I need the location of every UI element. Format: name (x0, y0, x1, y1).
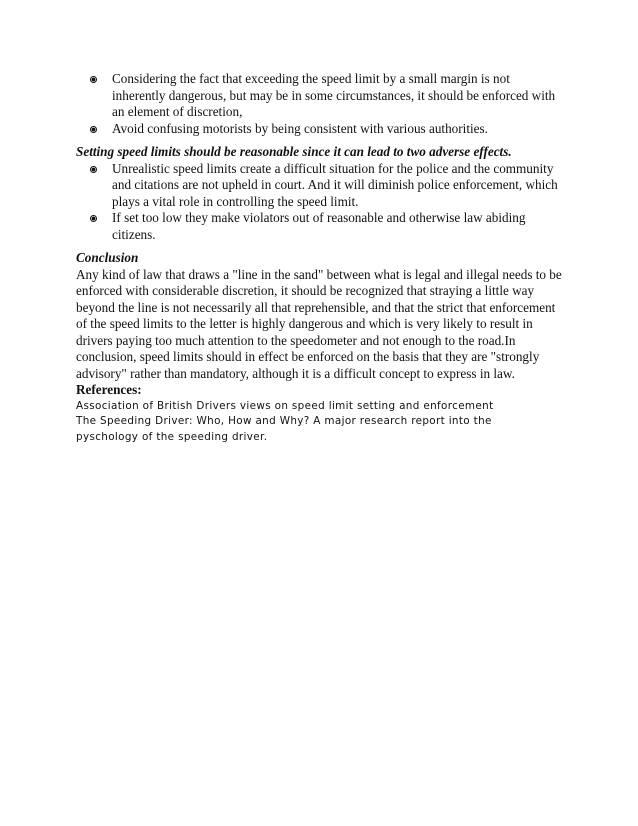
list-item-text: If set too low they make violators out of reasonable and otherwise law abiding citizens. (112, 210, 526, 242)
reference-line: pyschology of the speeding driver. (76, 430, 268, 443)
list-item-text: Avoid confusing motorists by being consistent with various authorities. (112, 120, 488, 136)
list-item (76, 121, 564, 138)
reference-line: The Speeding Driver: Who, How and Why? A major research report into the (76, 415, 492, 427)
references-list (76, 399, 564, 446)
conclusion-heading: Conclusion (76, 250, 139, 265)
bullet-icon (91, 167, 96, 172)
bullet-list-enforcement (76, 71, 564, 137)
bullet-icon (91, 127, 96, 132)
reference-line: Association of British Drivers views on speed limit setting and enforcement (76, 399, 494, 412)
list-item-text: Unrealistic speed limits create a difficult situation for the police and the community and citations are not upheld in court. And it will diminish police enforcement, which plays a vital role in controlling the speed limit. (112, 160, 558, 209)
list-item (76, 71, 564, 121)
bullet-icon (91, 216, 96, 221)
section-heading-speed-limits: Setting speed limits should be reasonable since it can lead to two adverse effects. (76, 144, 512, 159)
conclusion-paragraph: Any kind of law that draws a "line in the sand" between what is legal and illegal needs to be enforced with considerable discretion, it should be recognized that straying a little way beyond the line is not necessarily all that reprehensible, and that the strict that enforcement of the speed limits to the letter is highly dangerous and which is very likely to result in drivers paying too much attention to the speedometer and not enough to the road.In conclusion, speed limits should in effect be enforced on the basis that they are "strongly advisory" rather than mandatory, although it is a difficult concept to express in law. (76, 266, 562, 381)
list-item-text: Considering the fact that exceeding the speed limit by a small margin is not inherently dangerous, but may be in some circumstances, it should be enforced with an element of discretion, (112, 71, 556, 119)
list-item (76, 161, 564, 211)
list-item (76, 210, 564, 243)
references-heading: References: (76, 382, 142, 397)
bullet-list-adverse-effects (76, 161, 564, 244)
bullet-icon (91, 77, 96, 82)
document-content (76, 71, 564, 445)
